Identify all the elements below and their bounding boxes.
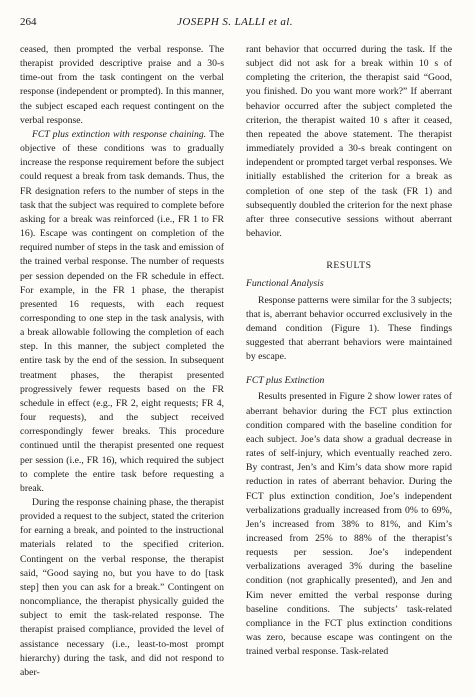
paragraph-response-chaining — [20, 128, 224, 496]
page-number: 264 — [20, 16, 37, 28]
spacer — [246, 364, 452, 372]
right-column — [246, 43, 452, 659]
left-column — [20, 43, 224, 680]
paragraph-chaining-phase: During the response chaining phase, the therapist provided a request to the subject, stated the criterion for earning a break, and pointed to the instructional materials related to the specified criterion. Contingent on the verbal response, the therapist said, “Good saying no, but you have to do [task step] then you can ask for a break.” Contingent on noncompliance, the therapist physically guided the subject to emit the task-related response. The therapist praised compliance, provided the level of assistance necessary (i.e., least-to-most prompt hierarchy) during the task, and did not respond to aber- — [20, 497, 224, 678]
paragraph-procedure-end: ceased, then prompted the verbal response. The therapist provided descriptive praise and a 30-s time-out from the task contingent on the verbal response (independent or prompted). In this manner, the subject escaped each request contingent on the verbal response. — [20, 44, 224, 126]
page-header — [20, 16, 450, 32]
running-head: JOSEPH S. LALLI et al. — [177, 16, 293, 28]
subheading-functional-analysis: Functional Analysis — [246, 278, 324, 290]
paragraph-continued: rant behavior that occurred during the task. If the subject did not ask for a break within 10 s of completing the criterion, the therapist said “Good, you finished. Do you want more work?” If aberrant behavior occurred after the subject completed the criterion, the therapist waited 10 s after it ceased, then repeated the above statement. The therapist immediately provided a 30-s break contingent on independent or prompted target verbal responses. We initially established the criterion for a break as completion of one step of the task (FR 1) and subsequently doubled the criterion for the next phase after three consecutive sessions without aberrant behavior. — [246, 44, 452, 240]
section-heading-results: RESULTS — [326, 260, 372, 272]
subheading-fct-extinction: FCT plus Extinction — [246, 375, 325, 387]
paragraph-fct-extinction: Results presented in Figure 2 show lower rates of aberrant behavior during the FCT plus extinction condition compared with the baseline condition for each subject. Joe’s data show a gradual decrease in rates of self-injury, which eventually reached zero. By contrast, Jen’s and Kim’s data show more rapid reduction in rates of aberrant behavior. During the FCT plus extinction condition, Joe’s independent verbalizations gradually increased from 0% to 69%, Jen’s increased from 38% to 81%, and Kim’s increased from 25% to 88% of the therapist’s requests per session. Joe’s independent verbalizations averaged 3% during the baseline condition (not graphically presented), and Jen and Kim never emitted the verbal response during baseline conditions. The subjects’ task-related compliance in the FCT plus extinction conditions was zero, because escape was contingent on the trained verbal response. Task-related — [246, 391, 452, 658]
paragraph-response-chaining-body: The objective of these conditions was to gradually increase the response requirement before the subject could request a break from task demands. Thus, the FR designation refers to the number of steps in the task that the subject was required to complete before asking for a break was reinforced (i.e., FR 1 to FR 16). Escape was contingent on completion of the required number of steps in the task and emission of the trained verbal response. The number of requests per session depended on the FR schedule in effect. For example, in the FR 1 phase, the therapist presented 16 requests, with each request corresponding to one step in the task analysis, with a break allowable following the completion of each step. In this manner, the subject completed the entire task by the end of the session. In subsequent treatment phases, the therapist presented progressively fewer requests based on the FR schedule in effect (e.g., FR 2, eight requests; FR 4, four requests), and the subject received correspondingly fewer breaks. This procedure continued until the therapist presented one request per session (i.e., FR 16), which required the subject to complete the entire task before requesting a break. — [20, 128, 225, 494]
paragraph-heading-inline: FCT plus extinction with response chaining. — [32, 128, 207, 140]
paragraph-functional-analysis: Response patterns were similar for the 3 subjects; that is, aberrant behavior occurred exclusively in the demand condition (Figure 1). These findings suggested that aberrant behaviors were maintained by escape. — [246, 294, 452, 363]
